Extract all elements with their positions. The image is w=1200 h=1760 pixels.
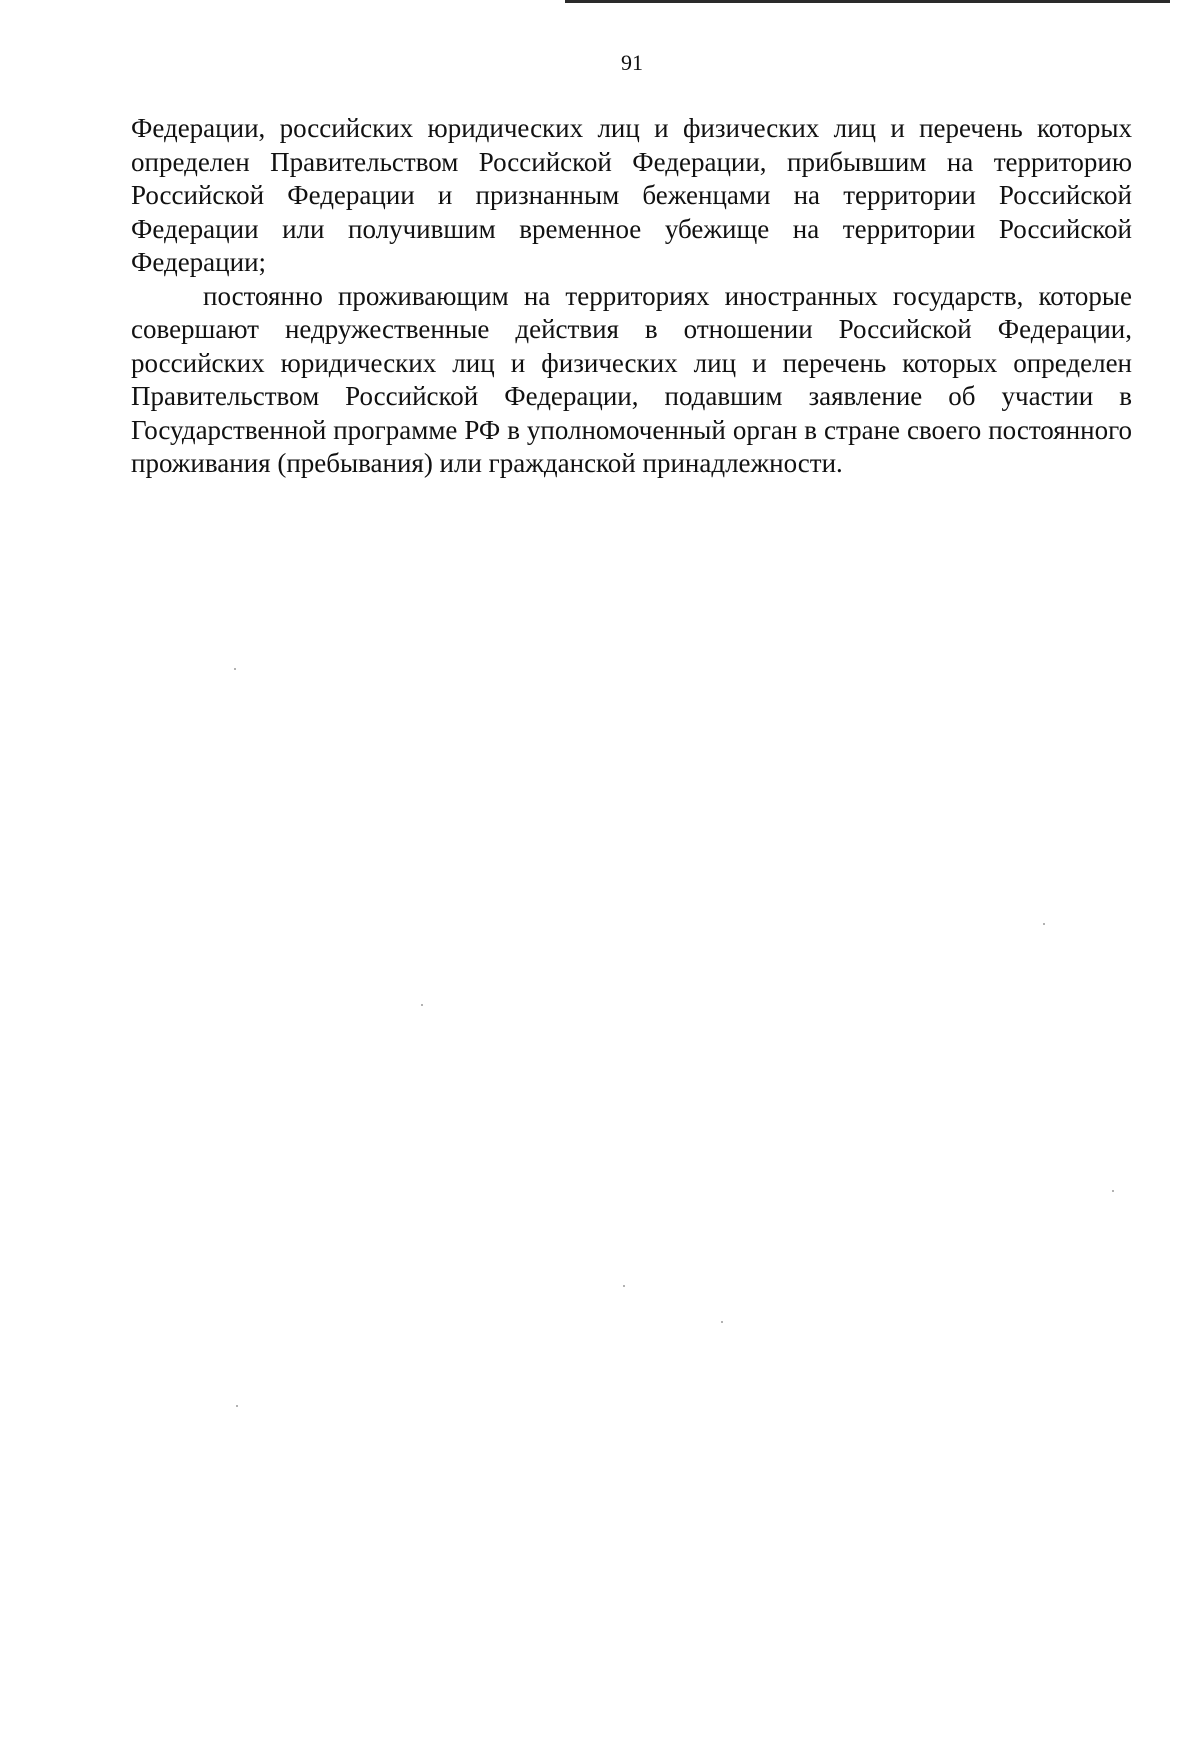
paragraph-continued: Федерации, российских юридических лиц и физических лиц и перечень которых определен Правительством Российской Федерации, прибывшим на территорию Российской Федерации и признанным беженцами на территории Российской Федерации или получившим временное убежище на территории Российской Федерации;: [131, 113, 1132, 277]
document-body: [131, 112, 1132, 481]
scan-speck: [1112, 1190, 1114, 1192]
scan-speck: [623, 1285, 625, 1287]
top-scan-edge: [565, 0, 1170, 3]
scan-speck: [1043, 923, 1045, 925]
scan-speck: [421, 1004, 423, 1006]
scan-speck: [236, 1405, 238, 1407]
scan-speck: [721, 1321, 723, 1323]
page-number: 91: [621, 50, 643, 75]
scan-speck: [234, 668, 236, 670]
paragraph: постоянно проживающим на территориях иностранных государств, которые совершают недружественные действия в отношении Российской Федерации, российских юридических лиц и физических лиц и перечень которых определен Правительством Российской Федерации, подавшим заявление об участии в Государственной программе РФ в уполномоченный орган в стране своего постоянного проживания (пребывания) или гражданской принадлежности.: [131, 280, 1132, 478]
